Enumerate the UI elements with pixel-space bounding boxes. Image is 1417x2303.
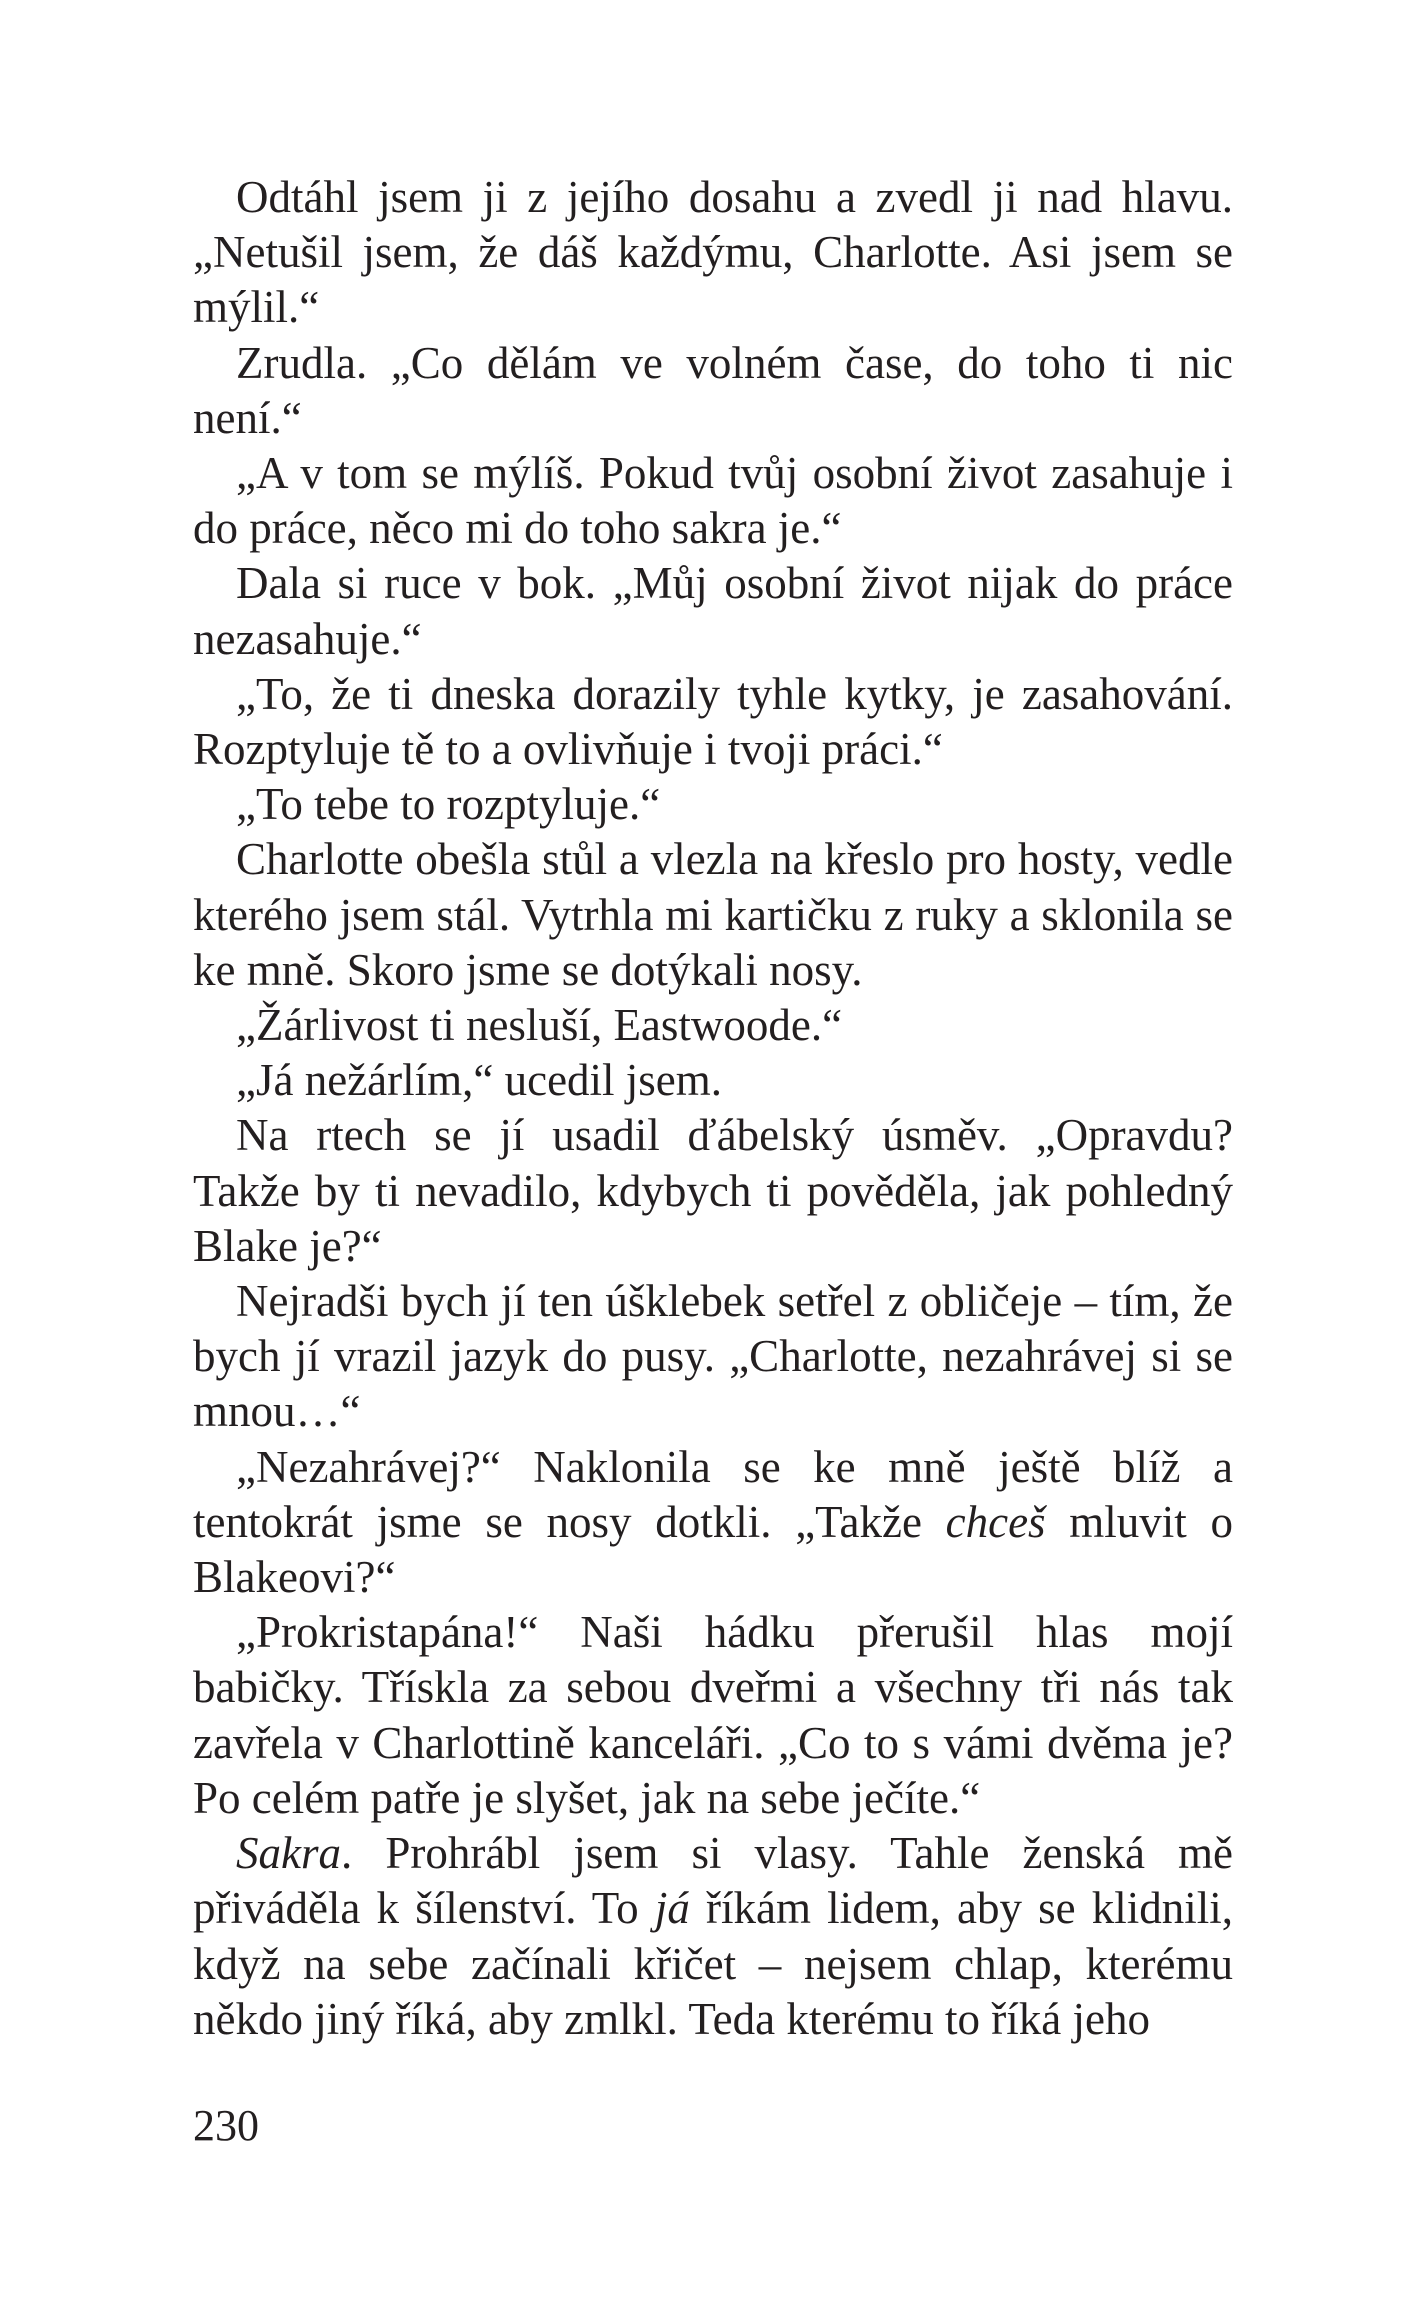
- paragraph: [193, 1826, 1233, 2047]
- page-number: 230: [193, 2101, 259, 2150]
- paragraph: Odtáhl jsem ji z jejího dosahu a zvedl ji nad hlavu. „Netušil jsem, že dáš každýmu, Charlotte. Asi jsem se mýlil.“: [193, 172, 1233, 333]
- paragraph: Dala si ruce v bok. „Můj osobní život nijak do práce nezasahuje.“: [193, 558, 1233, 664]
- paragraph: „Prokristapána!“ Naši hádku přerušil hlas mojí babičky. Třískla za sebou dveřmi a všechny tři nás tak zavřela v Charlottině kanceláři. „Co to s vámi dvěma je? Po celém patře je slyšet, jak na sebe ječíte.“: [193, 1607, 1233, 1823]
- italic-emphasis: já: [654, 1883, 690, 1934]
- paragraph: Na rtech se jí usadil ďábelský úsměv. „Opravdu? Takže by ti nevadilo, kdybych ti pověděla, jak pohledný Blake je?“: [193, 1110, 1233, 1271]
- paragraph-text: mluvit o Blakeovi?“: [193, 1496, 1233, 1603]
- body-text: [193, 170, 1233, 2047]
- paragraph: Nejradši bych jí ten úšklebek setřel z obličeje – tím, že bych jí vrazil jazyk do pusy. „Charlotte, nezahrávej si se mnou…“: [193, 1276, 1233, 1437]
- italic-emphasis: chceš: [945, 1496, 1046, 1547]
- paragraph: „Žárlivost ti nesluší, Eastwoode.“: [236, 1000, 843, 1051]
- paragraph: Charlotte obešla stůl a vlezla na křeslo pro hosty, vedle kterého jsem stál. Vytrhla mi kartičku z ruky a sklonila se ke mně. Skoro jsme se dotýkali nosy.: [193, 834, 1233, 995]
- paragraph-text: . Prohrábl jsem si vlasy. Tahle ženská mě přiváděla k šílenství. To: [193, 1828, 1233, 1934]
- paragraph: Zrudla. „Co dělám ve volném čase, do toho ti nic není.“: [193, 337, 1233, 443]
- paragraph: „To, že ti dneska dorazily tyhle kytky, je zasahování. Rozptyluje tě to a ovlivňuje i tvoji práci.“: [193, 668, 1233, 775]
- paragraph-text: „Nezahrávej?“ Naklonila se ke mně ještě blíž a tentokrát jsme se nosy dotkli. „Takže: [193, 1441, 1233, 1547]
- paragraph-text: říkám lidem, aby se klidnili, když na sebe začínali křičet – nejsem chlap, kterému někdo jiný říká, aby zmlkl. Teda kterému to říká jeho: [193, 1883, 1233, 2044]
- italic-emphasis: Sakra: [236, 1828, 341, 1879]
- paragraph: „To tebe to rozptyluje.“: [236, 779, 661, 830]
- paragraph: [193, 1440, 1233, 1606]
- paragraph: „A v tom se mýlíš. Pokud tvůj osobní život zasahuje i do práce, něco mi do toho sakra je.“: [193, 448, 1233, 554]
- paragraph: „Já nežárlím,“ ucedil jsem.: [236, 1055, 723, 1106]
